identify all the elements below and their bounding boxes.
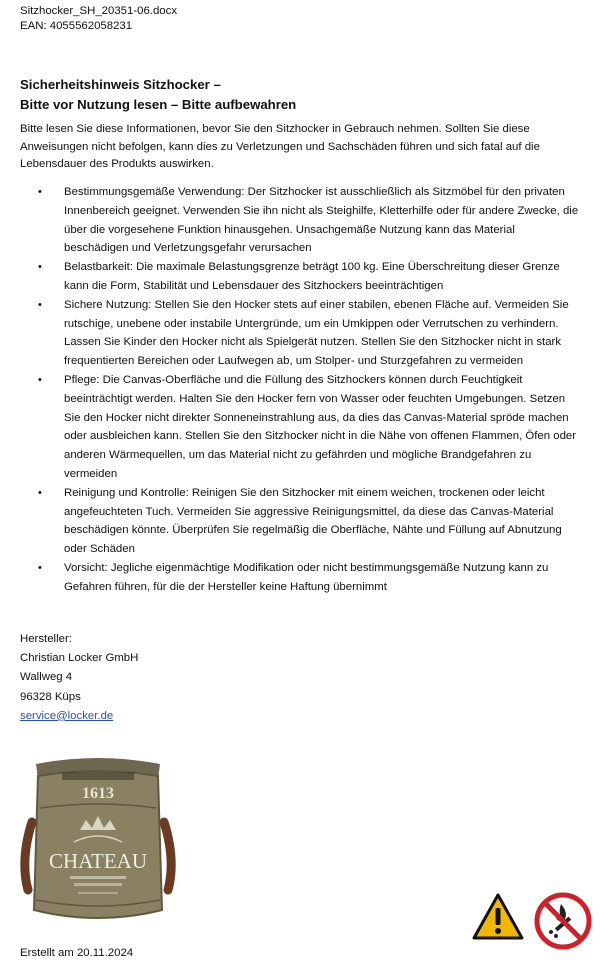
product-image-pouf xyxy=(18,750,178,930)
bullet-cleaning: • Reinigung und Kontrolle: Reinigen Sie den Sitzhocker mit einem weichen, trockenen oder leicht angefeuchteten Tuch. Vermeiden Sie aggressive Reinigungsmittel, da diese das Canvas-Material beschädigen könnte. Überprüfen Sie regelmäßig die Oberfläche, Nähte und Füllung auf Abnutzung oder Schäden xyxy=(0,484,580,559)
bullet-dot: • xyxy=(38,261,42,274)
bullet-usage: • Bestimmungsgemäße Verwendung: Der Sitzhocker ist ausschließlich als Sitzmöbel für den privaten Innenbereich geeignet. Verwenden Sie ihn nicht als Steighilfe, Kletterhilfe oder für andere Zwecke, die über die vorgesehene Funktion hinausgehen. Unsachgemäße Nutzung kann das Material beschädigen und Verletzungsgefahr verursachen xyxy=(0,183,580,258)
bullet-safe-use: • Sichere Nutzung: Stellen Sie den Hocker stets auf einer stabilen, ebenen Fläche auf. Vermeiden Sie rutschige, unebene oder instabile Untergründe, um ein Umkippen oder Verrutschen zu verhindern. Lassen Sie Kinder den Hocker nicht als Spielgerät nutzen. Stellen Sie den Sitzhocker nicht in stark frequentierten Bereichen oder Laufwegen ab, um Stolper- und Sturzgefahren zu vermeiden xyxy=(0,296,580,371)
safety-bullet-list xyxy=(0,183,580,597)
warning-triangle-icon xyxy=(472,892,524,942)
bullet-dot: • xyxy=(38,486,42,499)
bullet-caution: • Vorsicht: Jegliche eigenmächtige Modifikation oder nicht bestimmungsgemäße Nutzung kann zu Gefahren führen, für die der Hersteller keine Haftung übernimmt xyxy=(0,559,580,597)
bullet-load: • Belastbarkeit: Die maximale Belastungsgrenze beträgt 100 kg. Eine Überschreitung dieser Grenze kann die Form, Stabilität und Lebensdauer des Sitzhockers beeinträchtigen xyxy=(0,258,580,296)
title-line-1: Sicherheitshinweis Sitzhocker – xyxy=(20,77,221,92)
bullet-care: • Pflege: Die Canvas-Oberfläche und die Füllung des Sitzhockers können durch Feuchtigkeit beeinträchtigt werden. Halten Sie den Hocker fern von Wasser oder feuchten Umgebungen. Setzen Sie den Hocker nicht direkter Sonneneinstrahlung aus, da dies das Canvas-Material spröde machen oder ausbleichen kann. Stellen Sie den Sitzhocker nicht in die Nähe von offenen Flammen, Öfen oder anderen Wärmequellen, um das Material nicht zu gefährden und mögliche Brandgefahren zu vermeiden xyxy=(0,371,580,484)
bullet-dot: • xyxy=(38,373,42,386)
file-name: Sitzhocker_SH_20351-06.docx xyxy=(20,5,178,17)
no-open-flame-icon xyxy=(534,892,592,950)
manufacturer-city: 96328 Küps xyxy=(20,690,81,703)
bullet-dot: • xyxy=(38,186,42,198)
pouf-print-brand: CHATEAU xyxy=(49,849,147,873)
manufacturer-label: Hersteller: xyxy=(20,633,72,645)
manufacturer-block xyxy=(20,630,138,726)
manufacturer-street: Wallweg 4 xyxy=(20,671,73,684)
document-title xyxy=(20,75,296,115)
pouf-print-number: 1613 xyxy=(82,785,114,802)
created-date: Erstellt am 20.11.2024 xyxy=(20,947,134,959)
bullet-dot: • xyxy=(38,561,42,574)
manufacturer-company: Christian Locker GmbH xyxy=(20,652,139,665)
title-line-2: Bitte vor Nutzung lesen – Bitte aufbewahren xyxy=(20,97,297,112)
intro-paragraph: Bitte lesen Sie diese Informationen, bevor Sie den Sitzhocker in Gebrauch nehmen. Sollten Sie diese Anweisungen nicht befolgen, kann dies zu Verletzungen und Sachschäden führen und sich fatal auf die Lebensdauer des Produkts auswirken. xyxy=(20,123,540,170)
document-meta xyxy=(20,4,177,34)
manufacturer-email-link[interactable]: service@locker.de xyxy=(20,709,114,722)
bullet-dot: • xyxy=(38,298,42,311)
ean-number: EAN: 4055562058231 xyxy=(20,20,133,32)
